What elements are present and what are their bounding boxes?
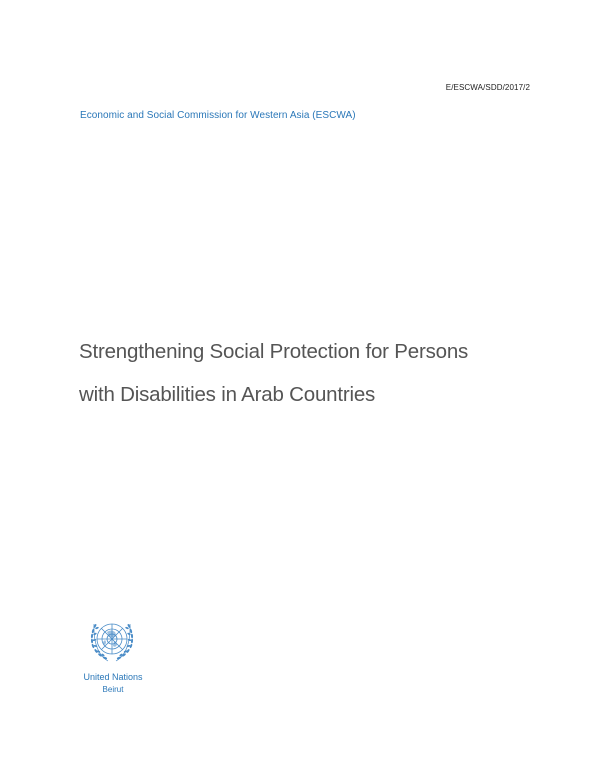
- un-emblem-icon: [81, 612, 143, 670]
- title-line-1: Strengthening Social Protection for Persons: [79, 340, 469, 363]
- publisher-city: Beirut: [102, 685, 124, 694]
- title-line-2: with Disabilities in Arab Countries: [79, 383, 376, 406]
- document-symbol: E/ESCWA/SDD/2017/2: [445, 83, 530, 92]
- publisher-name: United Nations: [83, 672, 143, 682]
- page-title: [79, 330, 549, 416]
- organization-name: Economic and Social Commission for Western Asia (ESCWA): [80, 110, 356, 121]
